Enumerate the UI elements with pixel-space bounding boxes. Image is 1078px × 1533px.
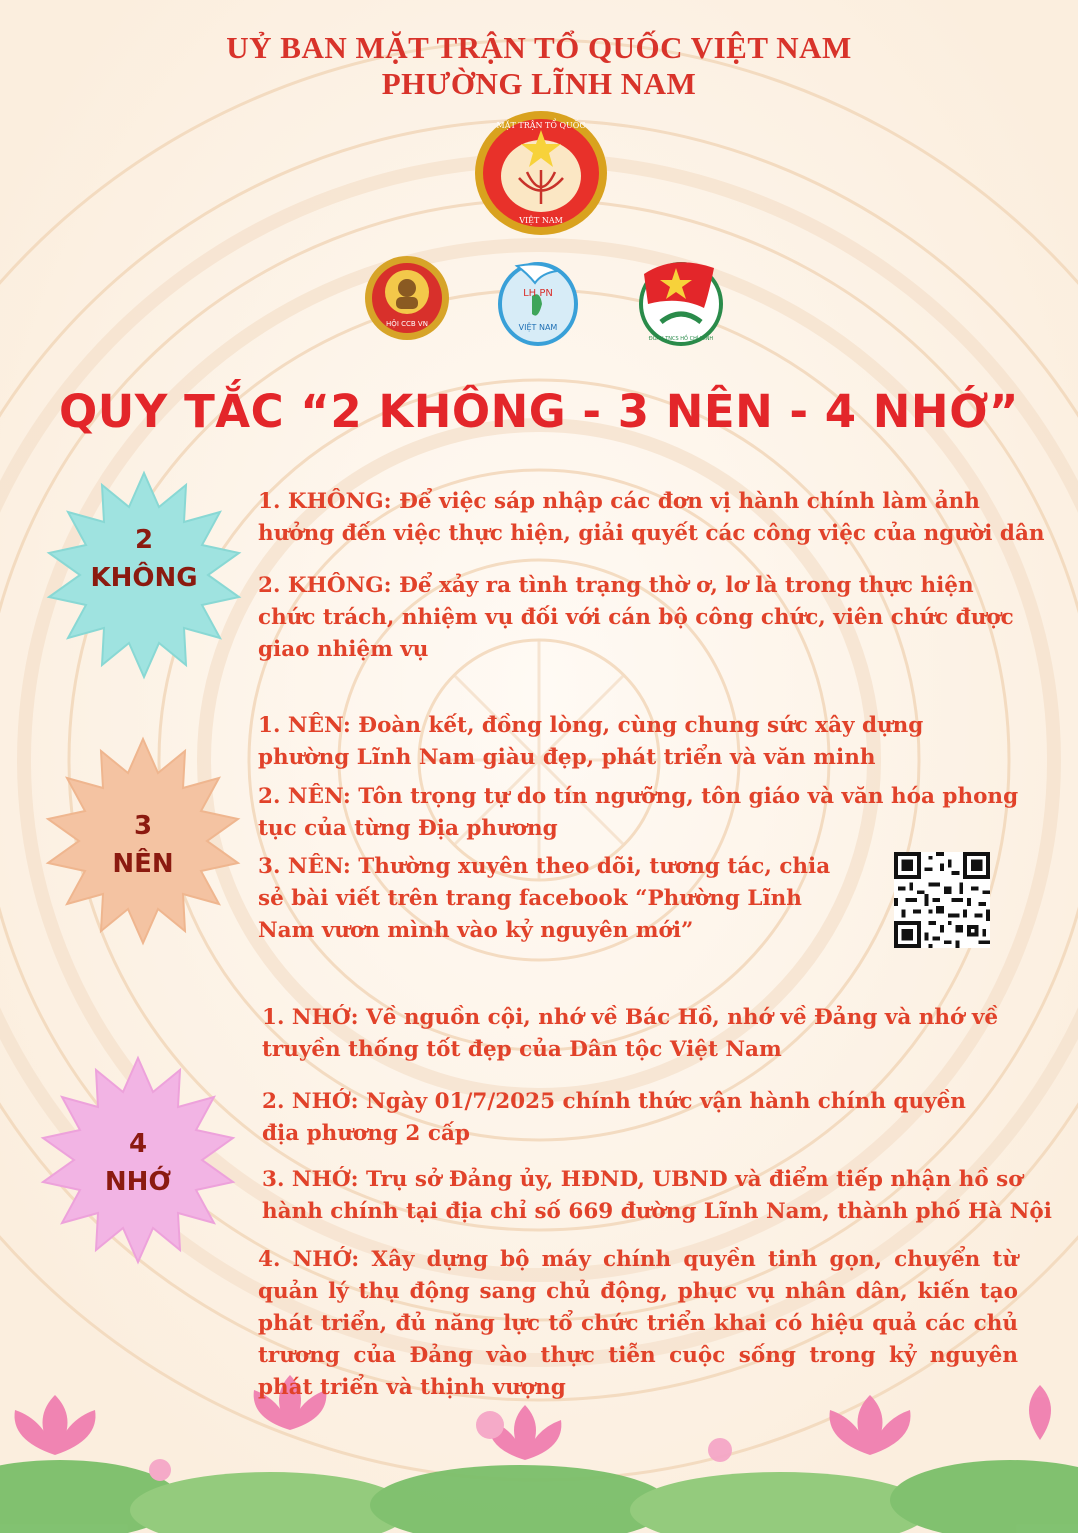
badge-nen-number: 3	[133, 811, 153, 841]
logo-text-top: MẶT TRẬN TỔ QUỐC	[496, 121, 586, 130]
logo-text-bottom: VIỆT NAM	[519, 216, 563, 225]
nen-item-1: 1. NÊN: Đoàn kết, đồng lòng, cùng chung sức xây dựng phường Lĩnh Nam giàu đẹp, phát triển và văn minh	[258, 713, 924, 770]
women-logo-text-top: LH PN	[523, 288, 553, 299]
badge-nen-label: NÊN	[112, 849, 174, 879]
facebook-qr-code[interactable]	[893, 852, 991, 948]
veterans-association-logo	[362, 250, 452, 350]
badge-khong-number: 2	[134, 525, 154, 555]
badge-khong-label: KHÔNG	[90, 563, 198, 593]
badge-nho-label: NHỚ	[104, 1167, 172, 1197]
khong-item-1: 1. KHÔNG: Để việc sáp nhập các đơn vị hành chính làm ảnh hưởng đến việc thực hiện, giải quyết các công việc của người dân	[258, 489, 1045, 546]
header-line-2: PHƯỜNG LĨNH NAM	[381, 66, 697, 101]
badge-nho-number: 4	[128, 1129, 148, 1159]
women-logo-text-bottom: VIỆT NAM	[518, 323, 558, 332]
khong-item-2: 2. KHÔNG: Để xảy ra tình trạng thờ ơ, lơ là trong thực hiện chức trách, nhiệm vụ đối với cán bộ công chức, viên chức được giao nhiệm vụ	[258, 573, 1014, 662]
women-union-logo	[497, 246, 579, 346]
youth-logo-text: ĐOÀN TNCS HỒ CHÍ MINH	[648, 336, 714, 342]
nen-item-2: 2. NÊN: Tôn trọng tự do tín ngưỡng, tôn giáo và văn hóa phong tục của từng Địa phương	[258, 784, 1019, 841]
nen-item-3: 3. NÊN: Thường xuyên theo dõi, tương tác, chia sẻ bài viết trên trang facebook “Phường Lĩnh Nam vươn mình vào kỷ nguyên mới”	[258, 854, 831, 943]
veterans-logo-text: HỘI CCB VN	[386, 320, 428, 328]
header-line-1: UỶ BAN MẶT TRẬN TỔ QUỐC VIỆT NAM	[226, 30, 852, 65]
nho-item-4: 4. NHỚ: Xây dựng bộ máy chính quyền tinh gọn, chuyển từ quản lý thụ động sang chủ động, phục vụ nhân dân, kiến tạo phát triển, đủ năng lực tổ chức triển khai có hiệu quả các chủ trương của Đảng vào thực tiễn cuộc sống trong kỷ nguyên phát triển và thịnh vượng	[258, 1247, 1018, 1400]
fatherland-front-logo	[471, 108, 611, 238]
youth-union-logo	[636, 252, 726, 348]
nho-item-2: 2. NHỚ: Ngày 01/7/2025 chính thức vận hành chính quyền địa phương 2 cấp	[262, 1089, 966, 1146]
nho-item-3: 3. NHỚ: Trụ sở Đảng ủy, HĐND, UBND và điểm tiếp nhận hồ sơ hành chính tại địa chỉ số 669 đường Lĩnh Nam, thành phố Hà Nội	[262, 1167, 1052, 1224]
nho-item-1: 1. NHỚ: Về nguồn cội, nhớ về Bác Hồ, nhớ về Đảng và nhớ về truyền thống tốt đẹp của Dân tộc Việt Nam	[262, 1005, 999, 1062]
page-title: QUY TẮC “2 KHÔNG - 3 NÊN - 4 NHỚ”	[59, 385, 1019, 438]
